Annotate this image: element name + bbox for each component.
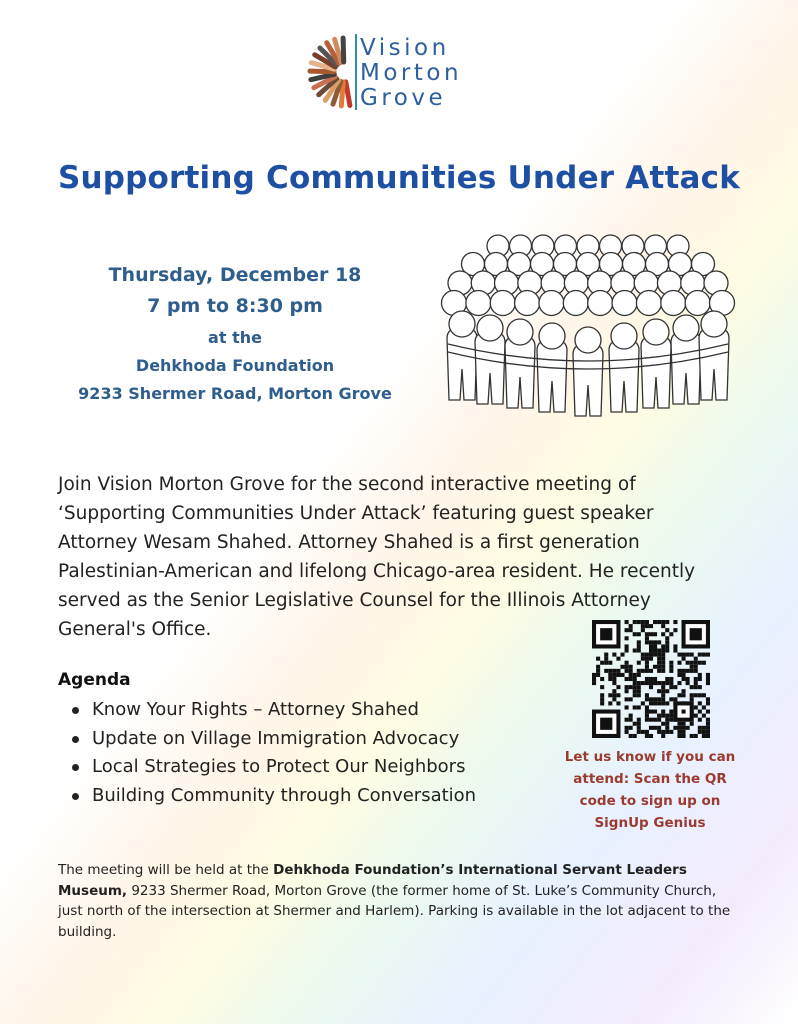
qr-code-icon[interactable] [592,620,710,738]
footer-venue: Dehkhoda Foundation’s International Servant Leaders Museum, [58,862,687,899]
bullet-icon [72,793,79,800]
logo-text [360,36,462,111]
list-item [70,782,476,811]
agenda-item-text: Update on Village Immigration Advocacy [92,727,460,749]
logo-line-2: Morton [360,60,463,86]
event-venue: Dehkhoda Foundation [135,356,335,375]
logo [306,30,490,114]
agenda-item-text: Know Your Rights – Attorney Shahed [92,699,419,720]
event-time: 7 pm to 8:30 pm [147,295,323,317]
agenda-item-text: Local Strategies to Protect Our Neighbors [92,756,466,777]
bullet-icon [72,764,79,771]
hands-circle-logo-icon [306,30,356,114]
agenda-heading: Agenda [58,670,131,690]
agenda-list [70,696,476,810]
people-circle-hug-icon [440,226,736,422]
page-title: Supporting Communities Under Attack [57,160,741,196]
bullet-icon [72,736,79,743]
footer-text: The meeting will be held at the [58,862,274,878]
qr-caption-line: code to sign up on [579,793,721,809]
event-info [40,260,430,408]
list-item [70,696,476,725]
footer-note [58,860,738,942]
qr-caption-line: Let us know if you can [564,749,736,765]
qr-caption-line: SignUp Genius [594,815,706,831]
logo-line-3: Grove [360,85,447,111]
list-item [70,753,476,782]
logo-divider [355,34,357,110]
event-address: 9233 Shermer Road, Morton Grove [78,384,392,403]
logo-line-1: Vision [360,35,450,61]
list-item [70,725,476,754]
bullet-icon [72,707,79,714]
event-at: at the [208,328,262,347]
footer-text: 9233 Shermer Road, Morton Grove (the former home of St. Luke’s Community Church, just north of the intersection at Shermer and Harlem). Parking is available in the lot adjacent to the building. [58,882,731,940]
event-description: Join Vision Morton Grove for the second interactive meeting of ‘Supporting Communities Under Attack’ featuring guest speaker Attorney Wesam Shahed. Attorney Shahed is a first generation Palestinian-American and lifelong Chicago-area resident. He recently served as the Senior Legislative Counsel for the Illinois Attorney General's Office. [58,474,696,640]
agenda-item-text: Building Community through Conversation [92,784,477,806]
qr-caption [560,746,740,834]
event-date: Thursday, December 18 [108,264,362,286]
qr-caption-line: attend: Scan the QR [573,771,727,787]
